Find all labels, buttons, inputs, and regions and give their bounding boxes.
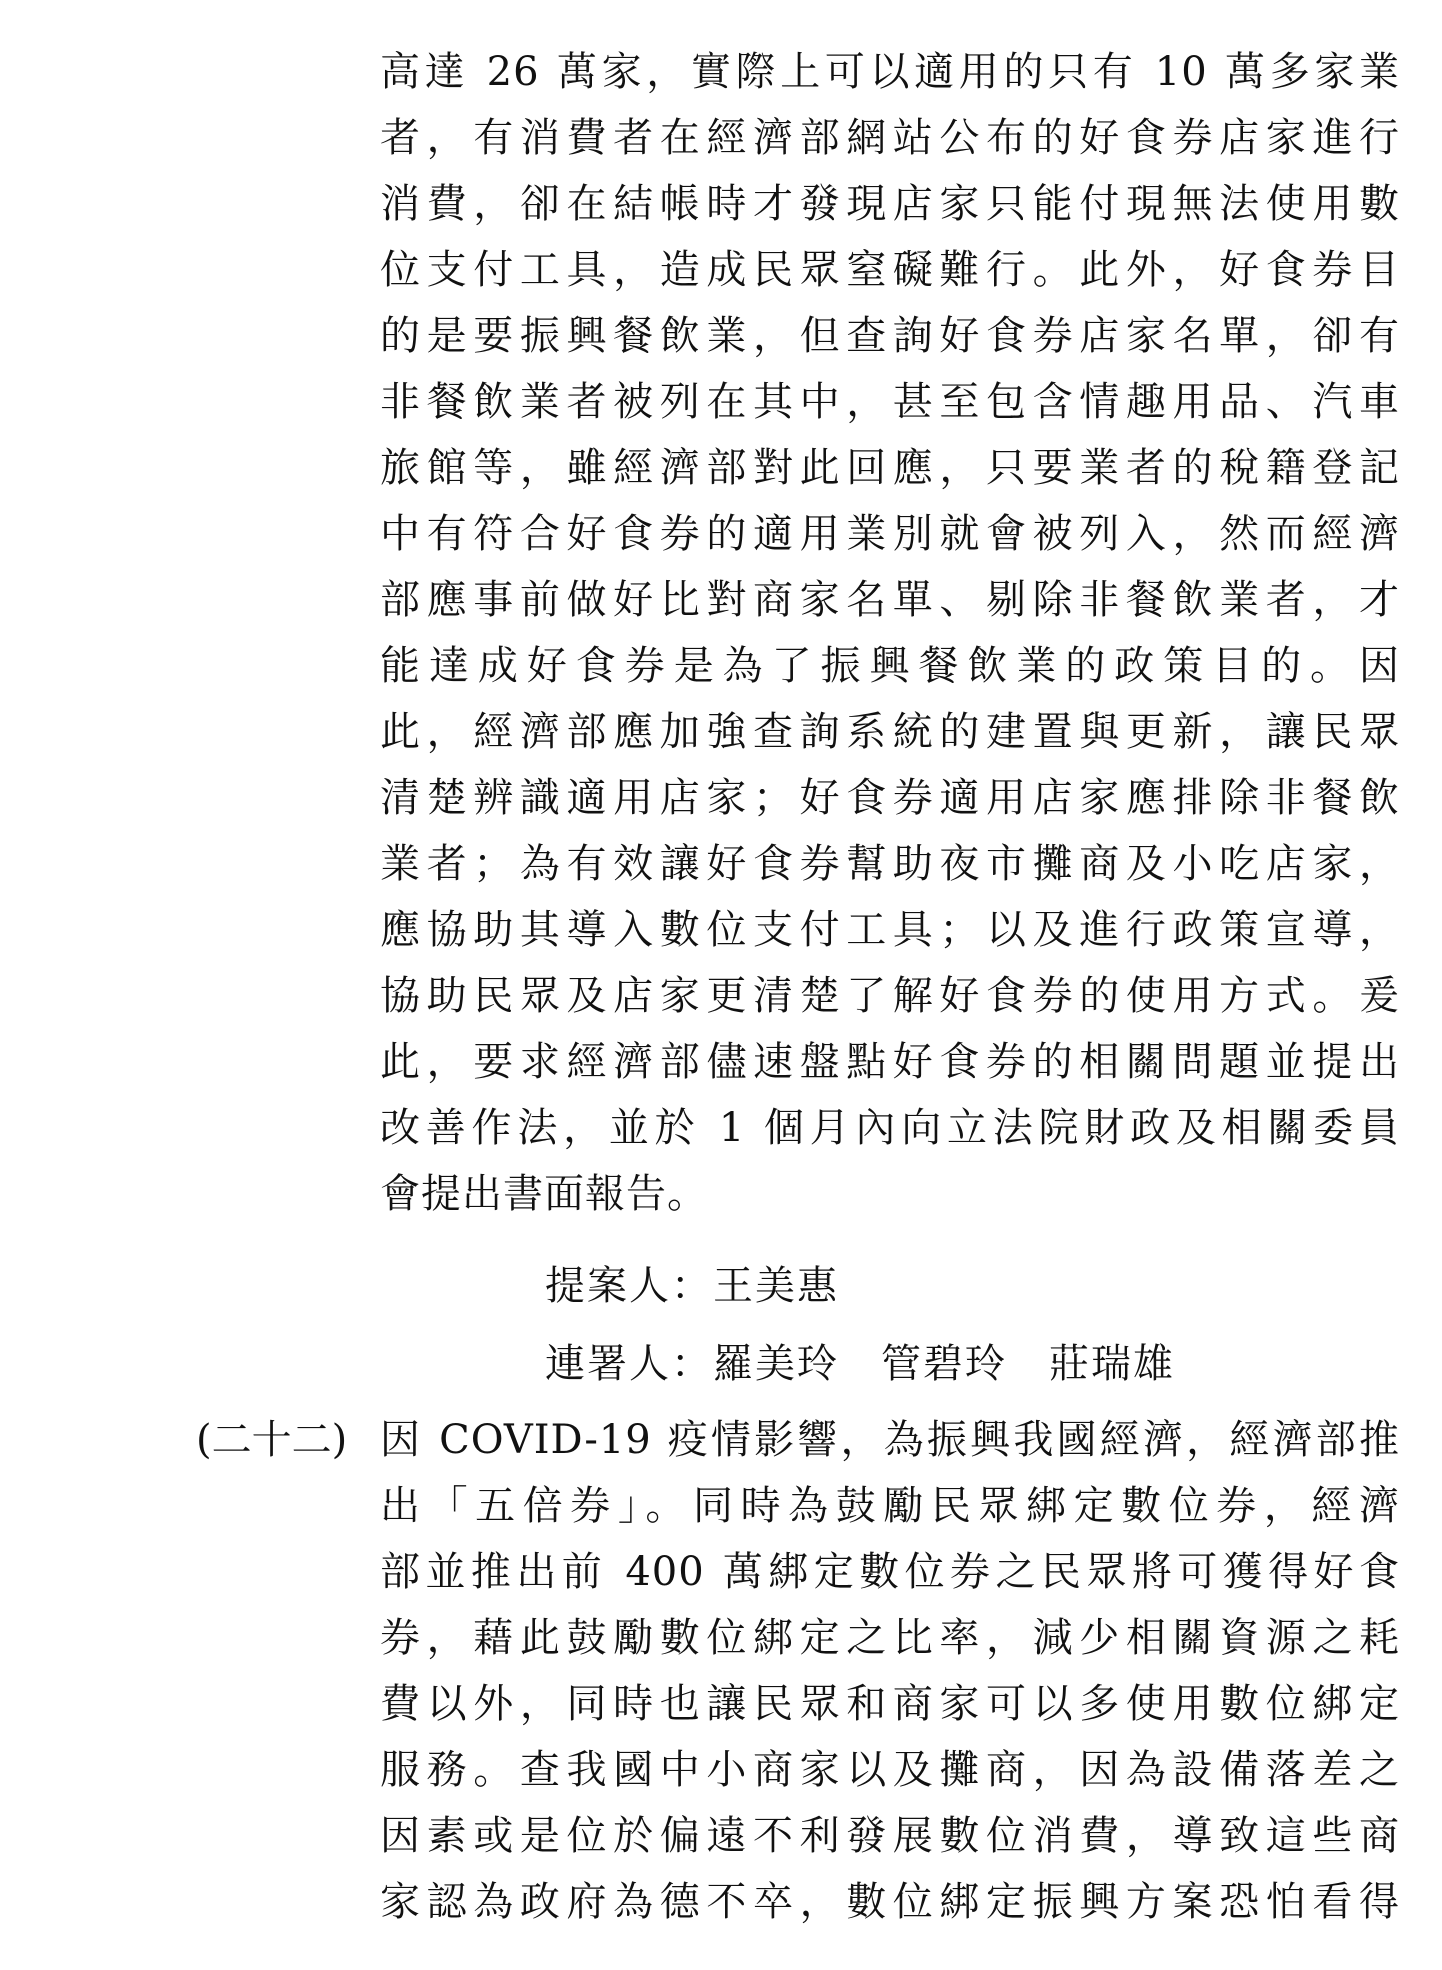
text-line: 服務。查我國中小商家以及攤商，因為設備落差之 — [380, 1747, 1400, 1793]
text-line: 部並推出前 400 萬綁定數位券之民眾將可獲得好食 — [380, 1549, 1400, 1595]
item-number-label: (二十二) — [196, 1417, 348, 1463]
text-line: 業者；為有效讓好食券幫助夜市攤商及小吃店家， — [380, 841, 1400, 887]
text-line: 旅館等，雖經濟部對此回應，只要業者的稅籍登記 — [380, 445, 1400, 491]
text-line: 協助民眾及店家更清楚了解好食券的使用方式。爰 — [380, 973, 1400, 1019]
text-line: 消費，卻在結帳時才發現店家只能付現無法使用數 — [380, 181, 1400, 227]
text-line: 應協助其導入數位支付工具；以及進行政策宣導， — [380, 907, 1400, 953]
text-line: 因素或是位於偏遠不利發展數位消費，導致這些商 — [380, 1813, 1400, 1859]
text-line: 會提出書面報告。 — [380, 1171, 708, 1217]
text-line: 費以外，同時也讓民眾和商家可以多使用數位綁定 — [380, 1681, 1400, 1727]
text-line: 家認為政府為德不卒，數位綁定振興方案恐怕看得 — [380, 1879, 1400, 1925]
text-line: 此，經濟部應加強查詢系統的建置與更新，讓民眾 — [380, 709, 1400, 755]
text-line: 清楚辨識適用店家；好食券適用店家應排除非餐飲 — [380, 775, 1400, 821]
text-line: 部應事前做好比對商家名單、剔除非餐飲業者，才 — [380, 577, 1400, 623]
text-line: 券，藉此鼓勵數位綁定之比率，減少相關資源之耗 — [380, 1615, 1400, 1661]
cosigners-line: 連署人：羅美玲 管碧玲 莊瑞雄 — [545, 1341, 1175, 1387]
proposer-line: 提案人：王美惠 — [545, 1263, 839, 1309]
text-line: 改善作法，並於 1 個月內向立法院財政及相關委員 — [380, 1105, 1400, 1151]
text-line: 的是要振興餐飲業，但查詢好食券店家名單，卻有 — [380, 313, 1400, 359]
text-line: 者，有消費者在經濟部網站公布的好食券店家進行 — [380, 115, 1400, 161]
text-line: 因 COVID-19 疫情影響，為振興我國經濟，經濟部推 — [380, 1417, 1400, 1463]
text-line: 出「五倍券」。同時為鼓勵民眾綁定數位券，經濟 — [380, 1483, 1400, 1529]
text-line: 此，要求經濟部儘速盤點好食券的相關問題並提出 — [380, 1039, 1400, 1085]
text-line: 中有符合好食券的適用業別就會被列入，然而經濟 — [380, 511, 1400, 557]
text-line: 高達 26 萬家，實際上可以適用的只有 10 萬多家業 — [380, 49, 1400, 95]
text-line: 位支付工具，造成民眾窒礙難行。此外，好食券目 — [380, 247, 1400, 293]
text-line: 能達成好食券是為了振興餐飲業的政策目的。因 — [380, 643, 1400, 689]
text-line: 非餐飲業者被列在其中，甚至包含情趣用品、汽車 — [380, 379, 1400, 425]
